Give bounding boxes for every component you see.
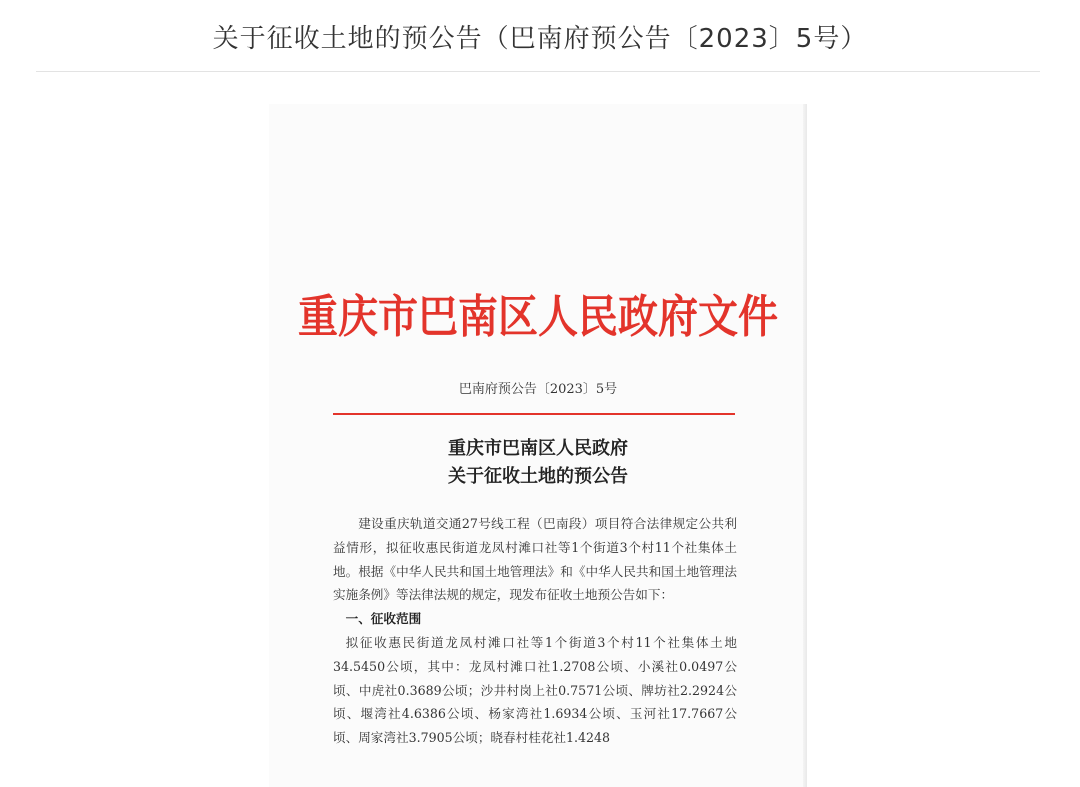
document-scan-image	[269, 104, 807, 787]
page-header	[0, 0, 1080, 72]
intro-paragraph: 建设重庆轨道交通27号线工程（巴南段）项目符合法律规定公共利益情形，拟征收惠民街道龙凤村滩口社等1个街道3个村11个社集体土地。根据《中华人民共和国土地管理法》和《中华人民共和国土地管理法实施条例》等法律法规的规定，现发布征收土地预公告如下：	[333, 516, 737, 603]
document-body	[333, 512, 737, 750]
section-paragraph: 拟征收惠民街道龙凤村滩口社等1个街道3个村11个社集体土地34.5450公顷，其中：龙凤村滩口社1.2708公顷、小溪社0.0497公顷、中虎社0.3689公顷；沙井村岗上社0.7571公顷、牌坊社2.2924公顷、堰湾社4.6386公顷、杨家湾社1.6934公顷、玉河社17.7667公顷、周家湾社3.7905公顷；晓春村桂花社1.4248	[333, 634, 737, 746]
page-title: 关于征收土地的预公告（巴南府预公告〔2023〕5号）	[212, 24, 868, 54]
document-number: 巴南府预公告〔2023〕5号	[458, 382, 618, 397]
document-header-title: 重庆市巴南区人民政府文件	[298, 290, 778, 344]
notice-title-line1: 重庆市巴南区人民政府	[448, 438, 628, 459]
header-divider	[36, 71, 1040, 72]
scan-edge-shadow	[803, 104, 807, 787]
notice-title-line2: 关于征收土地的预公告	[448, 466, 628, 487]
red-divider-line	[333, 413, 735, 415]
section-heading: 一、征收范围	[345, 611, 422, 627]
